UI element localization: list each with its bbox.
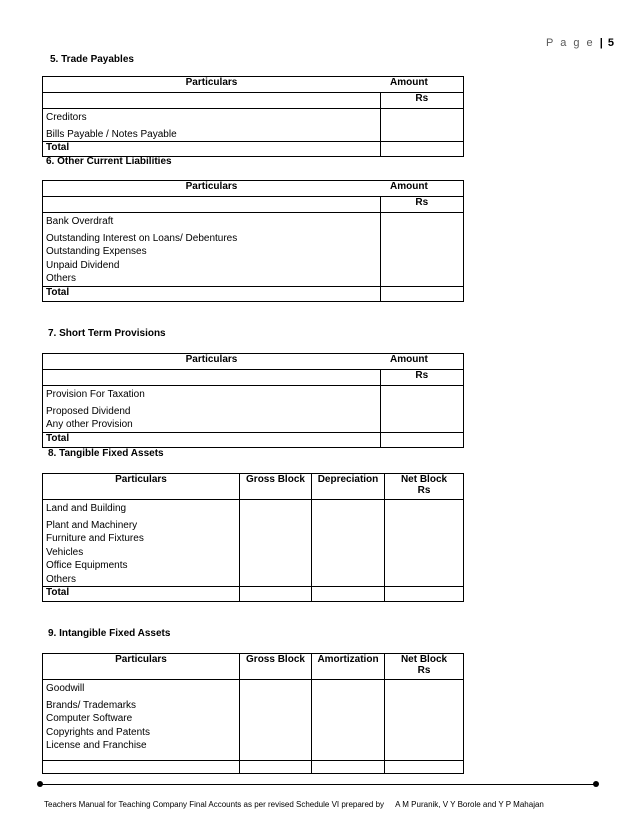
total-label: Total: [43, 432, 381, 447]
col-particulars: Particulars: [43, 181, 381, 197]
section-title-short-term-provisions: 7. Short Term Provisions: [48, 328, 166, 339]
col-amount: Amount: [380, 77, 464, 93]
col-amortization: Amortization: [312, 654, 385, 680]
list-item: Bank Overdraft: [46, 216, 114, 227]
list-item: Outstanding Expenses: [46, 246, 147, 257]
section-title-trade-payables: 5. Trade Payables: [50, 54, 134, 65]
col-amount: Amount: [380, 181, 464, 197]
list-item: Computer Software: [46, 713, 133, 724]
intangible-fixed-assets-table: [42, 653, 464, 774]
col-rs: Rs: [380, 93, 464, 109]
list-item: Provision For Taxation: [46, 389, 145, 400]
list-item: Outstanding Interest on Loans/ Debentures: [46, 232, 238, 244]
item-list: [43, 386, 381, 433]
col-rs: Rs: [380, 370, 464, 386]
col-particulars: Particulars: [43, 474, 240, 500]
list-item: Office Equipments: [46, 560, 128, 571]
footer-text: Teachers Manual for Teaching Company Final Accounts as per revised Schedule VI prepared by A M Puranik, V Y Borole and Y P Mahajan: [44, 800, 544, 809]
short-term-provisions-table: [42, 353, 464, 448]
other-current-liabilities-table: [42, 180, 464, 302]
list-item: Others: [46, 573, 77, 585]
col-net-block: Net Block Rs: [385, 654, 464, 680]
section-title-tangible-fixed-assets: 8. Tangible Fixed Assets: [48, 448, 164, 459]
item-list: [43, 213, 381, 287]
list-item: Furniture and Fixtures: [46, 533, 144, 544]
list-item: Any other Provision: [46, 419, 133, 430]
list-item: Goodwill: [46, 683, 85, 694]
page-number: P a g e | 5: [546, 37, 614, 49]
footer-rule: [40, 784, 596, 785]
col-gross-block: Gross Block: [240, 474, 312, 500]
list-item: Copyrights and Patents: [46, 726, 150, 738]
list-item: Vehicles: [46, 546, 84, 558]
col-particulars: Particulars: [43, 77, 381, 93]
list-item: Proposed Dividend: [46, 405, 131, 417]
col-particulars: Particulars: [43, 354, 381, 370]
item-list: [43, 500, 240, 587]
list-item: Others: [46, 273, 77, 284]
item-list: [43, 109, 381, 142]
col-rs: Rs: [380, 197, 464, 213]
list-item: Unpaid Dividend: [46, 259, 120, 271]
trade-payables-table: [42, 76, 464, 157]
section-title-other-current-liabilities: 6. Other Current Liabilities: [46, 156, 172, 167]
col-depreciation: Depreciation: [312, 474, 385, 500]
tangible-fixed-assets-table: [42, 473, 464, 602]
col-gross-block: Gross Block: [240, 654, 312, 680]
col-particulars: Particulars: [43, 654, 240, 680]
item-list: [43, 680, 240, 761]
col-amount: Amount: [380, 354, 464, 370]
total-label: Total: [43, 142, 381, 157]
total-label: Total: [43, 587, 240, 602]
list-item: Creditors: [46, 112, 87, 123]
list-item: Bills Payable / Notes Payable: [46, 128, 177, 140]
list-item: Plant and Machinery: [46, 519, 138, 531]
section-title-intangible-fixed-assets: 9. Intangible Fixed Assets: [48, 628, 171, 639]
list-item: License and Franchise: [46, 740, 147, 751]
list-item: Brands/ Trademarks: [46, 699, 137, 711]
footer-right-dot: [593, 781, 599, 787]
col-net-block: Net Block Rs: [385, 474, 464, 500]
total-label: Total: [43, 286, 381, 301]
list-item: Land and Building: [46, 503, 127, 514]
